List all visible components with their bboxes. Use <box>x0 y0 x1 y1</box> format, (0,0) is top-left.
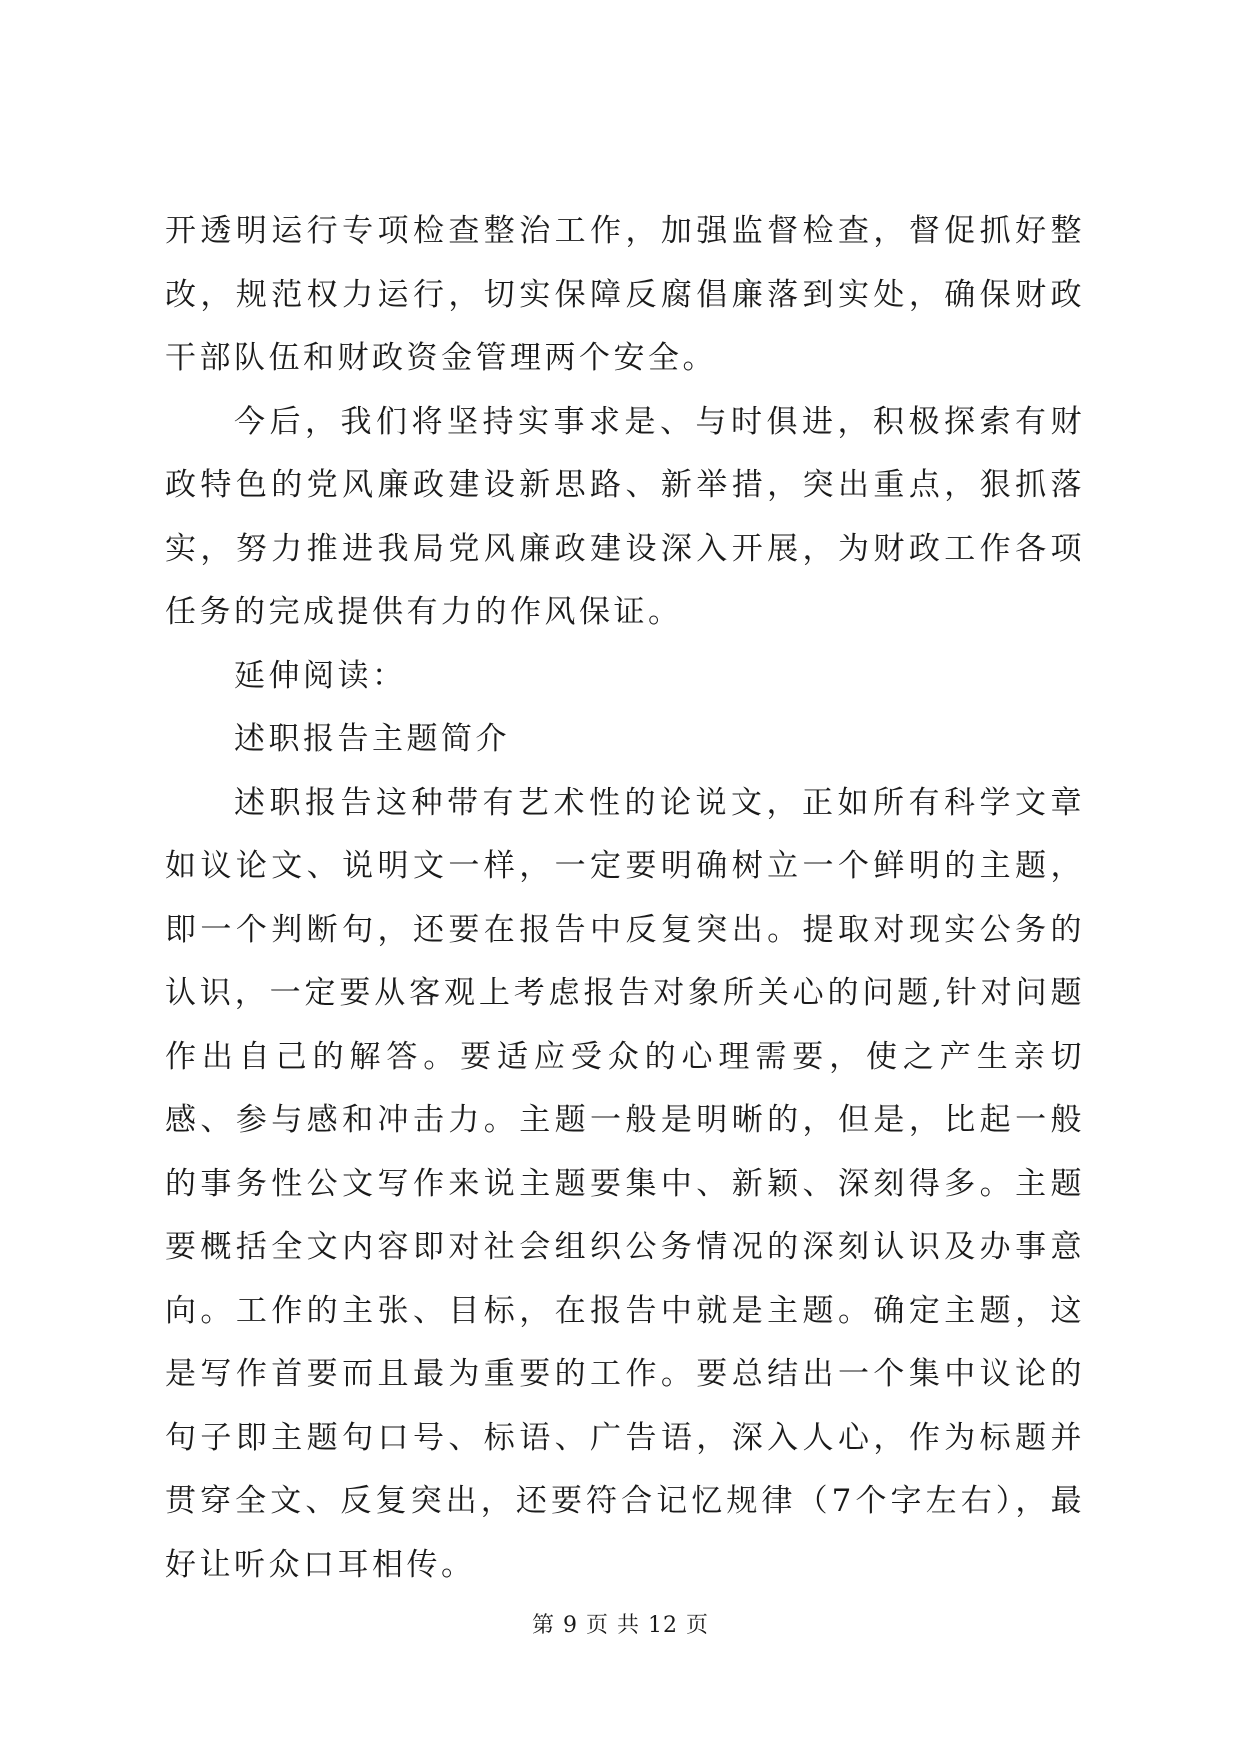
paragraph-report-theme: 述职报告这种带有艺术性的论说文，正如所有科学文章如议论文、说明文一样，一定要明确树立一个鲜明的主题，即一个判断句，还要在报告中反复突出。提取对现实公务的认识，一定要从客观上考虑报告对象所关心的问题,针对问题作出自己的解答。要适应受众的心理需要，使之产生亲切感、参与感和冲击力。主题一般是明晰的，但是，比起一般的事务性公文写作来说主题要集中、新颖、深刻得多。主题要概括全文内容即对社会组织公务情况的深刻认识及办事意向。工作的主张、目标，在报告中就是主题。确定主题，这是写作首要而且最为重要的工作。要总结出一个集中议论的句子即主题句口号、标语、广告语，深入人心，作为标题并贯穿全文、反复突出，还要符合记忆规律（7个字左右），最好让听众口耳相传。 <box>165 784 1085 1583</box>
extended-reading-label: 延伸阅读： <box>234 657 407 694</box>
section-heading: 述职报告主题简介 <box>234 721 510 757</box>
paragraph-continuation: 开透明运行专项检查整治工作，加强监督检查，督促抓好整改，规范权力运行，切实保障反腐倡廉落到实处，确保财政干部队伍和财政资金管理两个安全。 <box>165 213 1085 376</box>
page-footer: 第 9 页 共 12 页 <box>532 1613 709 1638</box>
paragraph-future-plans: 今后，我们将坚持实事求是、与时俱进，积极探索有财政特色的党风廉政建设新思路、新举措，突出重点，狠抓落实，努力推进我局党风廉政建设深入开展，为财政工作各项任务的完成提供有力的作风保证。 <box>165 403 1085 630</box>
document-body <box>165 200 1085 1597</box>
